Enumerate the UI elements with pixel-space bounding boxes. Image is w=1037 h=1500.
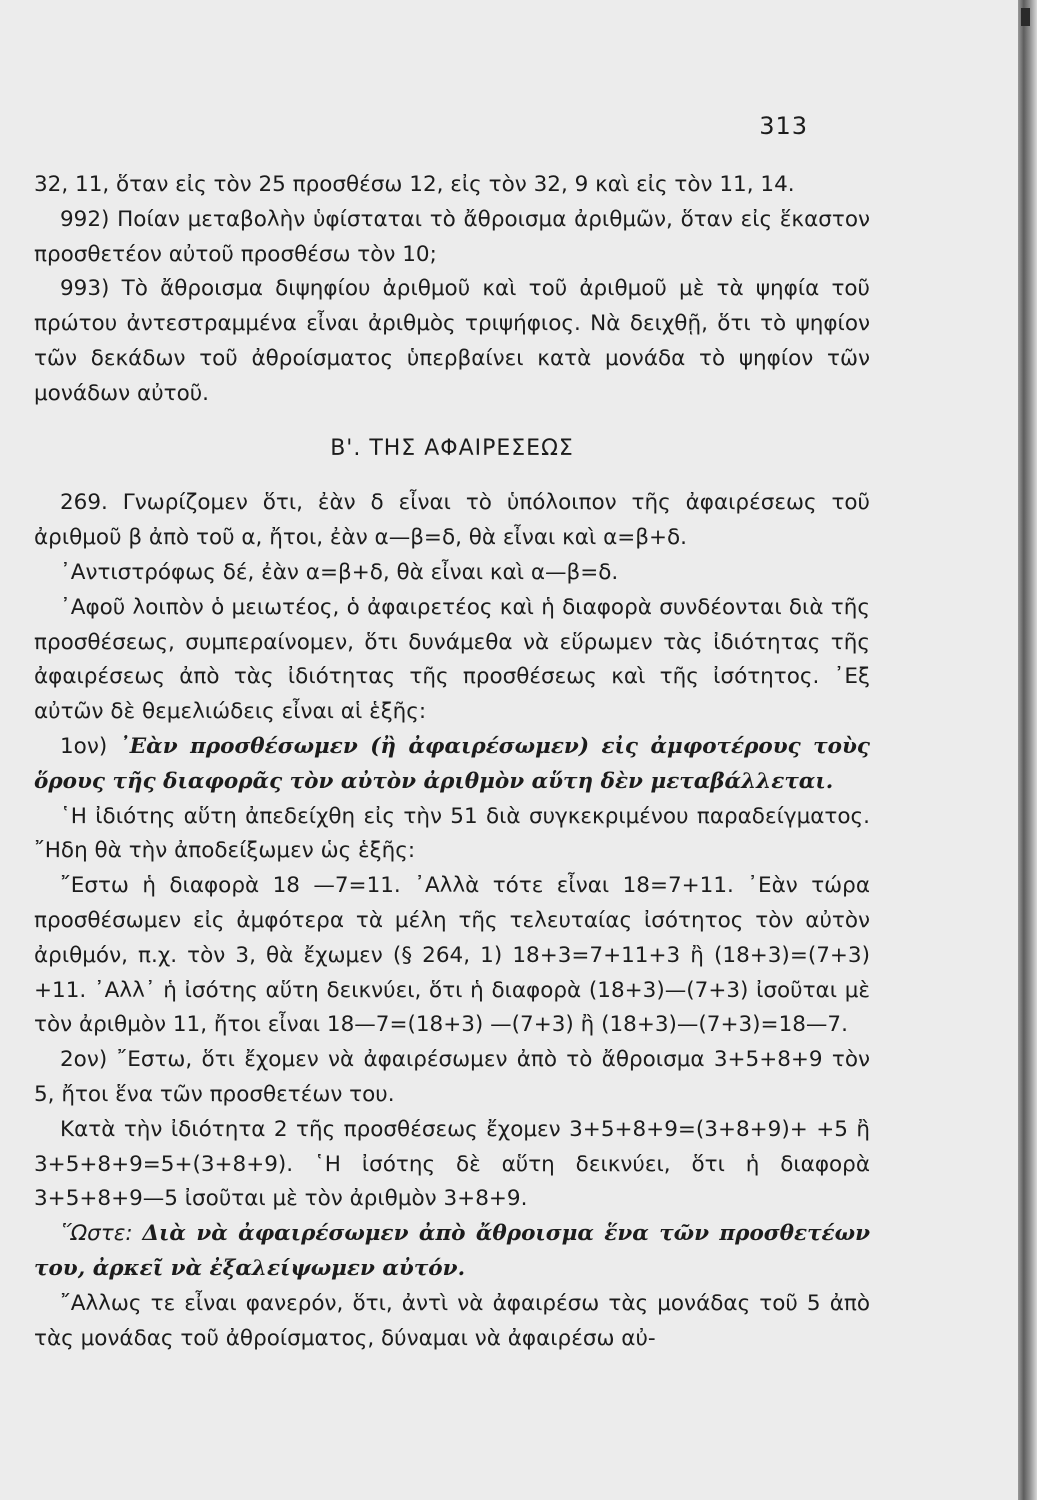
paragraph-269: 269. Γνωρίζομεν ὅτι, ἐὰν δ εἶναι τὸ ὑπόλοιπον τῆς ἀφαιρέσεως τοῦ ἀριθμοῦ β ἀπὸ τοῦ α, ἤτοι, ἐὰν α—β=δ, θὰ εἶναι καὶ α=β+δ. xyxy=(34,490,870,551)
conclusion-label: ῞Ωστε: xyxy=(60,1221,133,1247)
section-heading: Β'. ΤΗΣ ΑΦΑΙΡΕΣΕΩΣ xyxy=(330,435,574,461)
paragraph-idiotis: ῾Η ἰδιότης αὕτη ἀπεδείχθη εἰς τὴν 51 διὰ συγκεκριμένου παραδείγματος. ῎Ηδη θὰ τὴν ἀποδείξωμεν ὡς ἑξῆς: xyxy=(34,803,870,864)
paragraph-antistrofos: ᾽Αντιστρόφως δέ, ἐὰν α=β+δ, θὰ εἶναι καὶ α—β=δ. xyxy=(60,559,619,585)
paragraph-esto: ῎Εστω ἡ διαφορὰ 18 —7=11. ᾽Αλλὰ τότε εἶναι 18=7+11. ᾽Εὰν τώρα προσθέσωμεν εἰς ἀμφότερα τὰ μέλη τῆς τελευταίας ἰσότητος τὸν αὐτὸν ἀριθμόν, π.χ. τὸν 3, θὰ ἔχωμεν (§ 264, 1) 18+3=7+11+3 ἢ (18+3)=(7+3) +11. ᾽Αλλ᾽ ἡ ἰσότης αὕτη δεικνύει, ὅτι ἡ διαφορὰ (18+3)—(7+3) ἰσοῦται μὲ τὸν ἀριθμὸν 11, ἤτοι εἶναι 18—7=(18+3) —(7+3) ἢ (18+3)—(7+3)=18—7. xyxy=(34,873,870,1038)
conclusion-statement: Διὰ νὰ ἀφαιρέσωμεν ἀπὸ ἄθροισμα ἕνα τῶν προσθετέων του, ἀρκεῖ νὰ ἐξαλείψωμεν αὐτόν. xyxy=(34,1221,870,1281)
rule-1-label: 1ον) xyxy=(60,733,108,759)
paragraph-kata: Κατὰ τὴν ἰδιότητα 2 τῆς προσθέσεως ἔχομεν 3+5+8+9=(3+8+9)+ +5 ἢ 3+5+8+9=5+(3+8+9). ῾Η ἰσότης δὲ αὕτη δεικνύει, ὅτι ἡ διαφορὰ 3+5+8+9—5 ἰσοῦται μὲ τὸν ἀριθμὸν 3+8+9. xyxy=(34,1116,870,1212)
conclusion xyxy=(34,1217,870,1287)
page-body xyxy=(34,168,870,1356)
exercise-993: 993) Τὸ ἄθροισμα διψηφίου ἀριθμοῦ καὶ τοῦ ἀριθμοῦ μὲ τὰ ψηφία τοῦ πρώτου ἀντεστραμμένα εἶναι ἀριθμὸς τριψήφιος. Νὰ δειχθῇ, ὅτι τὸ ψηφίον τῶν δεκάδων τοῦ ἀθροίσματος ὑπερβαίνει κατὰ μονάδα τὸ ψηφίον τῶν μονάδων αὐτοῦ. xyxy=(34,276,870,406)
paragraph-afou: ᾽Αφοῦ λοιπὸν ὁ μειωτέος, ὁ ἀφαιρετέος καὶ ἡ διαφορὰ συνδέονται διὰ τῆς προσθέσεως, συμπεραίνομεν, ὅτι δυνάμεθα νὰ εὕρωμεν τὰς ἰδιότητας τῆς ἀφαιρέσεως ἀπὸ τὰς ἰδιότητας τῆς προσθέσεως καὶ τῆς ἰσότητος. ᾽Εξ αὐτῶν δὲ θεμελιώδεις εἶναι αἱ ἑξῆς: xyxy=(34,594,870,725)
exercise-continuation: 32, 11, ὅταν εἰς τὸν 25 προσθέσω 12, εἰς τὸν 32, 9 καὶ εἰς τὸν 11, 14. xyxy=(34,172,795,197)
page-edge-shadow xyxy=(1018,0,1037,1500)
rule-1-statement: ᾽Εὰν προσθέσωμεν (ἢ ἀφαιρέσωμεν) εἰς ἀμφοτέρους τοὺς ὅρους τῆς διαφορᾶς τὸν αὐτὸν ἀριθμὸν αὕτη δὲν μεταβάλλεται. xyxy=(34,733,870,794)
page-number: 313 xyxy=(759,112,808,140)
paragraph-allos: ῎Αλλως τε εἶναι φανερόν, ὅτι, ἀντὶ νὰ ἀφαιρέσω τὰς μονάδας τοῦ 5 ἀπὸ τὰς μονάδας τοῦ ἀθροίσματος, δύναμαι νὰ ἀφαιρέσω αὐ- xyxy=(34,1290,870,1351)
rule-2: 2ον) ῎Εστω, ὅτι ἔχομεν νὰ ἀφαιρέσωμεν ἀπὸ τὸ ἄθροισμα 3+5+8+9 τὸν 5, ἤτοι ἕνα τῶν προσθετέων του. xyxy=(34,1047,870,1107)
exercise-992: 992) Ποίαν μεταβολὴν ὑφίσταται τὸ ἄθροισμα ἀριθμῶν, ὅταν εἰς ἕκαστον προσθετέον αὐτοῦ προσθέσω τὸν 10; xyxy=(34,206,870,267)
rule-1 xyxy=(34,730,870,800)
edge-mark xyxy=(1021,8,1030,26)
